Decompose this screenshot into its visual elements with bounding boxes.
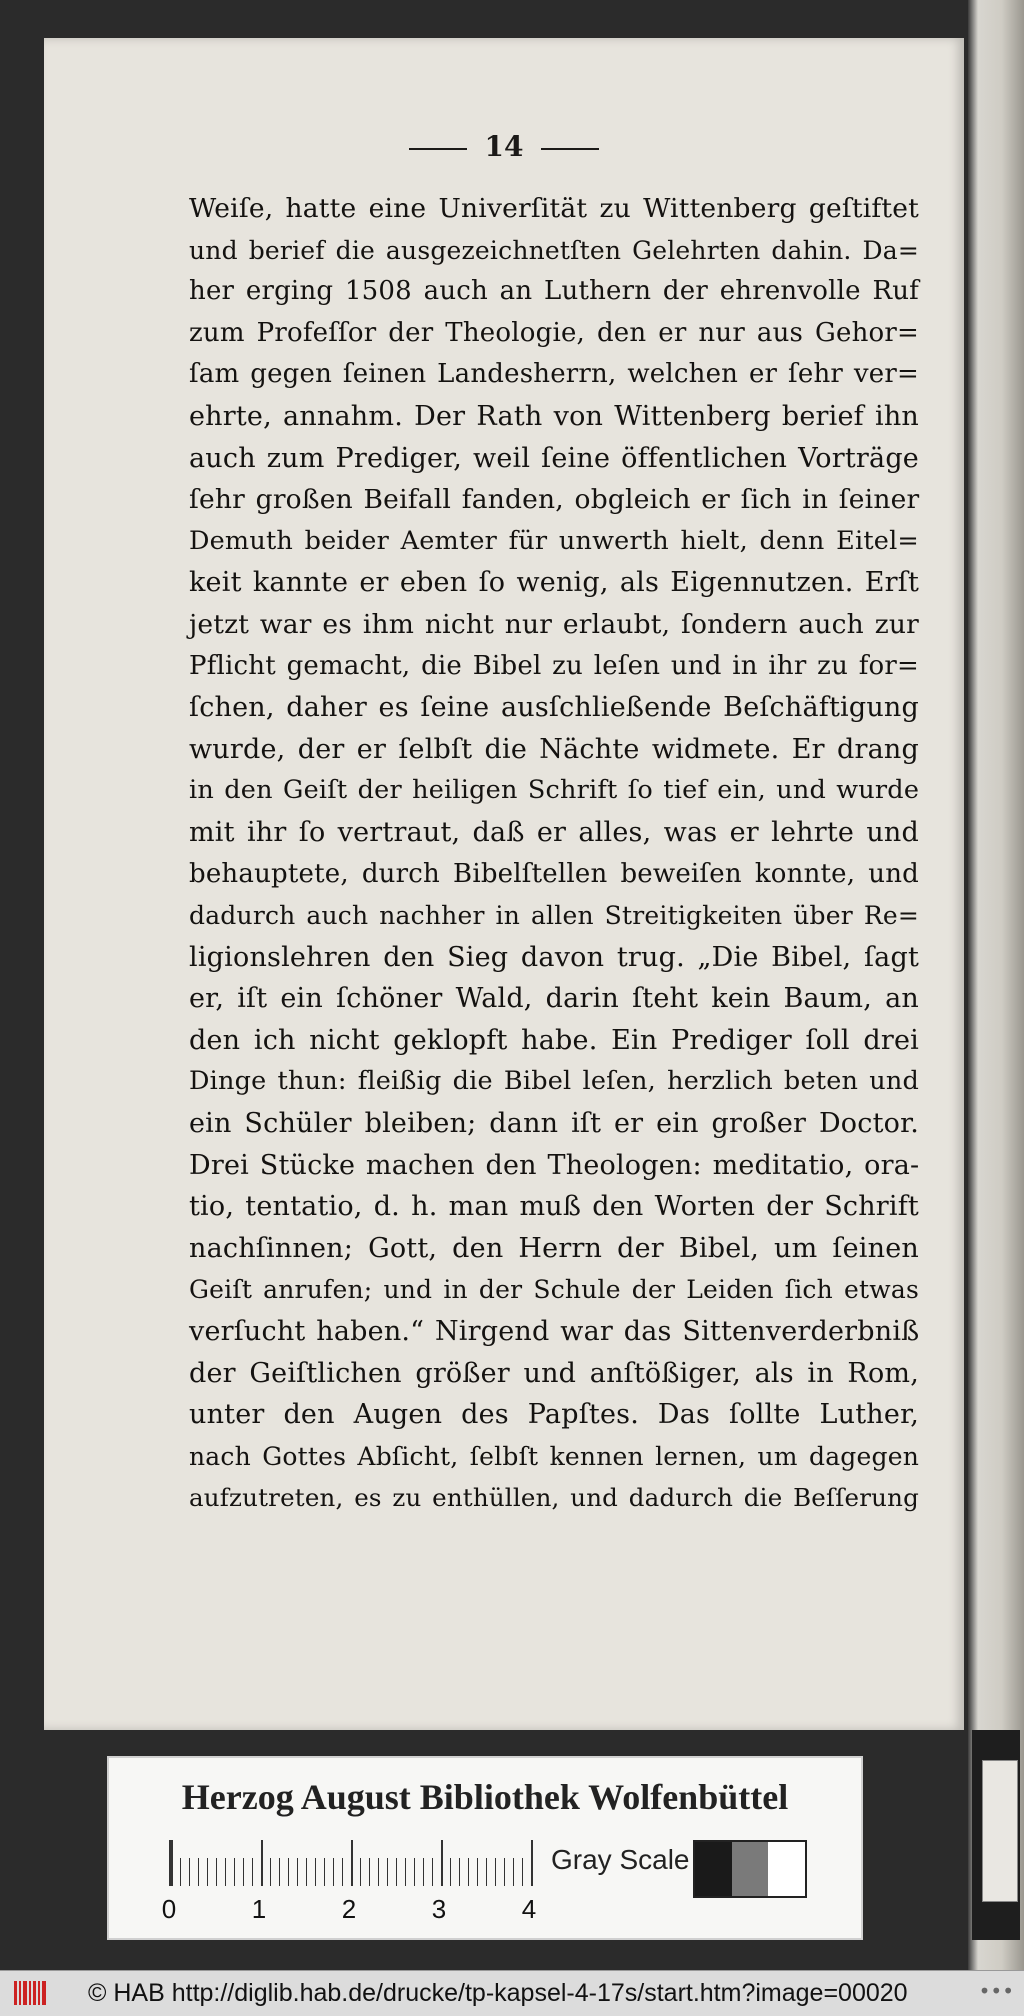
scale-minor-tick [468,1858,469,1886]
scale-minor-tick [180,1858,181,1886]
text-line: wurde, der er ſelbſt die Nächte widmete. Er drang [189,733,919,765]
scale-minor-tick [270,1858,271,1886]
text-line: Weiſe, hatte eine Univerſität zu Wittenberg geſtiftet [189,193,919,224]
scale-minor-tick [423,1858,424,1886]
scale-numbers [161,1894,537,1924]
scale-minor-tick [450,1858,451,1886]
text-line: Drei Stücke machen den Theologen: meditatio, ora- [189,1149,920,1181]
scale-minor-tick [279,1858,280,1886]
scale-minor-tick [189,1858,190,1886]
scale-major-tick [441,1840,443,1886]
gray-scale-label: Gray Scale [551,1844,690,1875]
text-line: ligionslehren den Sieg davon trug. „Die Bibel, ſagt [189,941,919,973]
color-calibration-card [107,1756,863,1940]
text-line: keit kannte er eben ſo wenig, als Eigennutzen. Erſt [189,567,919,599]
scale-minor-tick [513,1858,514,1886]
text-line: dadurch auch nachher in allen Streitigkeiten über Re= [189,901,919,931]
scale-minor-tick [387,1858,388,1886]
text-line: und berief die ausgezeichnetſten Gelehrten dahin. Da= [189,235,919,265]
scale-minor-tick [333,1858,334,1886]
scale-minor-tick [252,1858,253,1886]
cm-scale [169,1840,531,1886]
scale-number: 1 [251,1894,267,1924]
text-line: ſam gegen ſeinen Landesherrn, welchen er ſehr ver= [189,359,919,390]
edge-label [982,1760,1018,1902]
footer-url[interactable]: © HAB http://diglib.hab.de/drucke/tp-kapsel-4-17s/start.htm?image=00020 [88,1979,908,2007]
scale-number: 3 [431,1894,447,1924]
text-line: jetzt war es ihm nicht nur erlaubt, ſondern auch zur [189,608,919,640]
scale-major-tick [171,1840,173,1886]
scale-major-tick [531,1840,533,1886]
scale-minor-tick [486,1858,487,1886]
scale-minor-tick [414,1858,415,1886]
adjacent-page-edge [968,0,1024,1970]
text-line: behauptete, durch Bibelſtellen beweiſen konnte, und [189,858,919,889]
scale-minor-tick [396,1858,397,1886]
text-line: ehrte, annahm. Der Rath von Wittenberg berief ihn [189,400,919,432]
text-line: zum Profeſſor der Theologie, den er nur aus Gehor= [189,317,919,348]
footer-bar [0,1970,1024,2016]
text-line: in den Geiſt der heiligen Schrift ſo tief ein, und wurde [189,775,920,806]
scale-minor-tick [459,1858,460,1886]
scale-minor-tick [342,1858,343,1886]
text-line: auch zum Prediger, weil ſeine öffentlichen Vorträge [189,442,919,474]
page-number [44,130,964,163]
scale-minor-tick [234,1858,235,1886]
scale-minor-tick [243,1858,244,1886]
scale-minor-tick [378,1858,379,1886]
scale-minor-tick [216,1858,217,1886]
text-line: er, iſt ein ſchöner Wald, darin ſteht kein Baum, an [189,983,919,1015]
scale-minor-tick [504,1858,505,1886]
text-line: Demuth beider Aemter für unwerth hielt, denn Eitel= [189,525,919,556]
gray-scale-swatches [693,1840,807,1898]
text-line: nachſinnen; Gott, den Herrn der Bibel, um ſeinen [189,1232,919,1264]
text-line: tio, tentatio, d. h. man muß den Worten der Schrift [189,1191,919,1223]
text-line: aufzutreten, es zu enthüllen, und dadurch die Beſſerung [189,1483,919,1513]
body-text [189,188,919,1519]
scale-minor-tick [306,1858,307,1886]
text-line: Geiſt anrufen; und in der Schule der Leiden ſich etwas [189,1275,919,1305]
scale-minor-tick [315,1858,316,1886]
scale-number: 2 [341,1894,357,1924]
scale-number: 4 [521,1894,537,1924]
text-line: unter den Augen des Papſtes. Das ſollte Luther, [189,1399,919,1431]
scale-minor-tick [360,1858,361,1886]
text-line: mit ihr ſo vertraut, daß er alles, was er lehrte und [189,816,919,848]
scale-minor-tick [477,1858,478,1886]
scale-minor-tick [522,1858,523,1886]
scale-minor-tick [207,1858,208,1886]
page-number-rule-left [409,148,467,150]
text-line: der Geiſtlichen größer und anſtößiger, als in Rom, [189,1357,919,1389]
scale-minor-tick [495,1858,496,1886]
page-number-text: 14 [484,130,524,163]
page-number-rule-right [541,148,599,150]
text-line: den ich nicht geklopft habe. Ein Prediger ſoll drei [189,1024,919,1056]
more-icon[interactable]: ••• [978,1979,1014,2003]
text-line: Pflicht gemacht, die Bibel zu leſen und in ihr zu for= [189,650,919,681]
scale-minor-tick [225,1858,226,1886]
text-line: nach Gottes Abſicht, ſelbſt kennen lernen, um dagegen [189,1441,919,1471]
scale-minor-tick [198,1858,199,1886]
text-line: verſucht haben.“ Nirgend war das Sittenverderbniß [189,1316,920,1348]
scale-number: 0 [161,1894,177,1924]
scale-minor-tick [297,1858,298,1886]
scale-minor-tick [369,1858,370,1886]
text-line: ein Schüler bleiben; dann iſt er ein großer Doctor. [189,1108,919,1140]
scale-major-tick [261,1840,263,1886]
barcode-icon [14,1981,48,2005]
card-title: Herzog August Bibliothek Wolfenbüttel [181,1777,789,1817]
text-line: ſehr großen Beifall fanden, obgleich er ſich in ſeiner [189,484,920,516]
scale-minor-tick [324,1858,325,1886]
text-line: ſchen, daher es ſeine ausſchließende Beſchäftigung [189,692,919,724]
gray-swatch [695,1842,732,1896]
text-line: her erging 1508 auch an Luthern der ehrenvolle Ruf [189,276,919,307]
gray-swatch [768,1842,805,1896]
scale-minor-tick [405,1858,406,1886]
book-page [44,38,964,1730]
scale-major-tick [351,1840,353,1886]
text-line: Dinge thun: fleißig die Bibel leſen, herzlich beten und [189,1066,919,1097]
gray-swatch [732,1842,769,1896]
scale-minor-tick [432,1858,433,1886]
scale-minor-tick [288,1858,289,1886]
